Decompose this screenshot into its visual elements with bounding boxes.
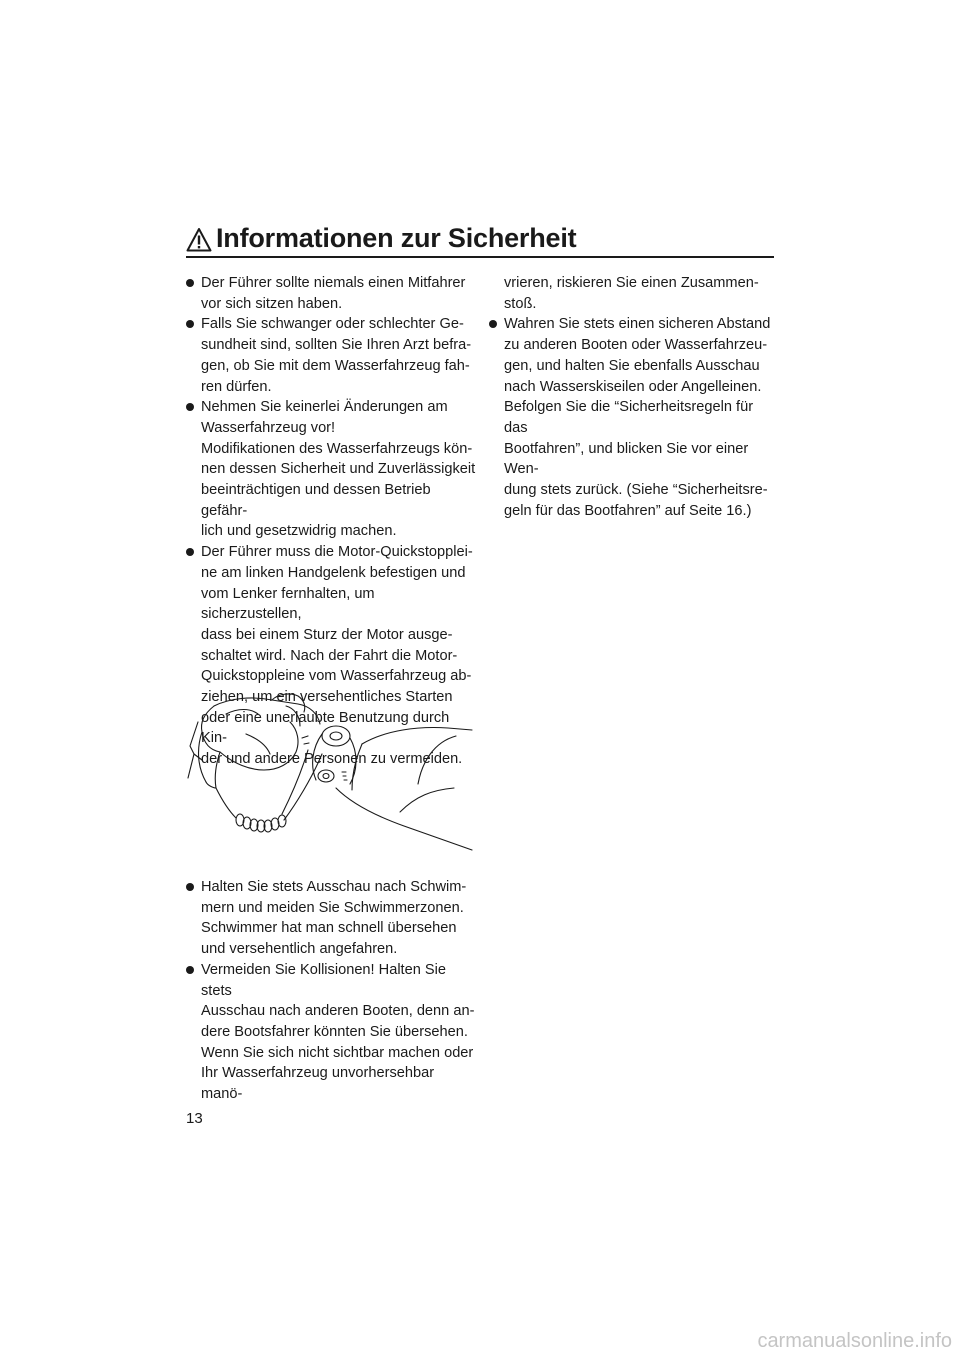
list-line: Wasserfahrzeug vor!: [201, 419, 336, 436]
list-line: Wenn Sie sich nicht sichtbar machen oder: [201, 1044, 474, 1061]
list-line: Befolgen Sie die “Sicherheitsregeln für das: [504, 399, 754, 436]
list-item: [186, 960, 478, 1105]
list-line: gen, ob Sie mit dem Wasserfahrzeug fah-: [201, 357, 470, 374]
list-line: Quickstoppleine vom Wasserfahrzeug ab-: [201, 668, 472, 685]
list-line: vom Lenker fernhalten, um sicherzustellen,: [201, 585, 375, 623]
list-line: stoß.: [504, 295, 537, 312]
list-line: mern und meiden Sie Schwimmerzonen.: [201, 899, 464, 916]
page-title: Informationen zur Sicherheit: [216, 223, 577, 253]
page-number: 13: [186, 1110, 203, 1127]
bullet-icon: [186, 279, 194, 287]
bullet-icon: [489, 320, 497, 328]
list-line: oder eine unerlaubte Benutzung durch Kin-: [201, 709, 450, 747]
list-line: schaltet wird. Nach der Fahrt die Motor-: [201, 647, 458, 664]
list-line: Bootfahren”, und blicken Sie vor einer Wen-: [504, 440, 749, 478]
list-line: dass bei einem Sturz der Motor ausge-: [201, 626, 453, 643]
warning-triangle-icon: [186, 227, 212, 253]
list-line: gen, und halten Sie ebenfalls Ausschau: [504, 357, 760, 374]
list-item: [186, 273, 478, 314]
list-item: [186, 397, 478, 542]
list-line: Vermeiden Sie Kollisionen! Halten Sie stets: [201, 961, 446, 999]
list-line: Wahren Sie stets einen sicheren Abstand: [504, 316, 771, 333]
list-line: geln für das Bootfahren” auf Seite 16.): [504, 502, 752, 519]
list-line: ziehen, um ein versehentliches Starten: [201, 689, 453, 706]
list-item: [186, 314, 478, 397]
list-line: beeinträchtigen und dessen Betrieb gefähr-: [201, 482, 431, 519]
bullet-icon: [186, 320, 194, 328]
list-line: und versehentlich angefahren.: [201, 941, 398, 958]
watermark: carmanualsonline.info: [757, 1330, 952, 1352]
list-line: sundheit sind, sollten Sie Ihren Arzt befra-: [201, 337, 472, 354]
list-line: ne am linken Handgelenk befestigen und: [201, 564, 466, 581]
hand-lanyard-illustration: [186, 692, 474, 852]
list-line: nen dessen Sicherheit und Zuverlässigkeit: [201, 461, 476, 478]
list-line: Schwimmer hat man schnell übersehen: [201, 920, 457, 937]
list-line: Ihr Wasserfahrzeug unvorhersehbar manö-: [201, 1065, 435, 1103]
bullet-icon: [186, 403, 194, 411]
list-item: [186, 877, 478, 960]
right-column: [489, 273, 779, 521]
bullet-icon: [186, 966, 194, 974]
list-line: Falls Sie schwanger oder schlechter Ge-: [201, 316, 464, 333]
list-line: Halten Sie stets Ausschau nach Schwim-: [201, 879, 467, 895]
list-line: dere Bootsfahrer könnten Sie übersehen.: [201, 1023, 468, 1040]
bullet-icon: [186, 883, 194, 891]
list-line: zu anderen Booten oder Wasserfahrzeu-: [504, 337, 768, 354]
page-header: [186, 224, 774, 258]
left-column-lower: [186, 877, 478, 1105]
list-line: dung stets zurück. (Siehe “Sicherheitsre-: [504, 482, 768, 499]
list-line: der und andere Personen zu vermeiden.: [201, 751, 463, 768]
list-line: Modifikationen des Wasserfahrzeugs kön-: [201, 440, 473, 457]
list-line: lich und gesetzwidrig machen.: [201, 523, 397, 540]
list-line: vrieren, riskieren Sie einen Zusammen-: [504, 275, 759, 291]
bullet-icon: [186, 548, 194, 556]
header-rule: [186, 256, 774, 258]
list-line: vor sich sitzen haben.: [201, 295, 343, 312]
list-line: Nehmen Sie keinerlei Änderungen am: [201, 399, 448, 416]
continued-paragraph: [489, 273, 779, 314]
list-line: ren dürfen.: [201, 378, 272, 395]
list-line: Der Führer sollte niemals einen Mitfahrer: [201, 275, 466, 291]
list-line: Der Führer muss die Motor-Quickstopplei-: [201, 544, 473, 561]
list-line: Ausschau nach anderen Booten, denn an-: [201, 1003, 475, 1020]
list-line: nach Wasserskiseilen oder Angelleinen.: [504, 378, 762, 395]
list-item: [489, 314, 779, 521]
